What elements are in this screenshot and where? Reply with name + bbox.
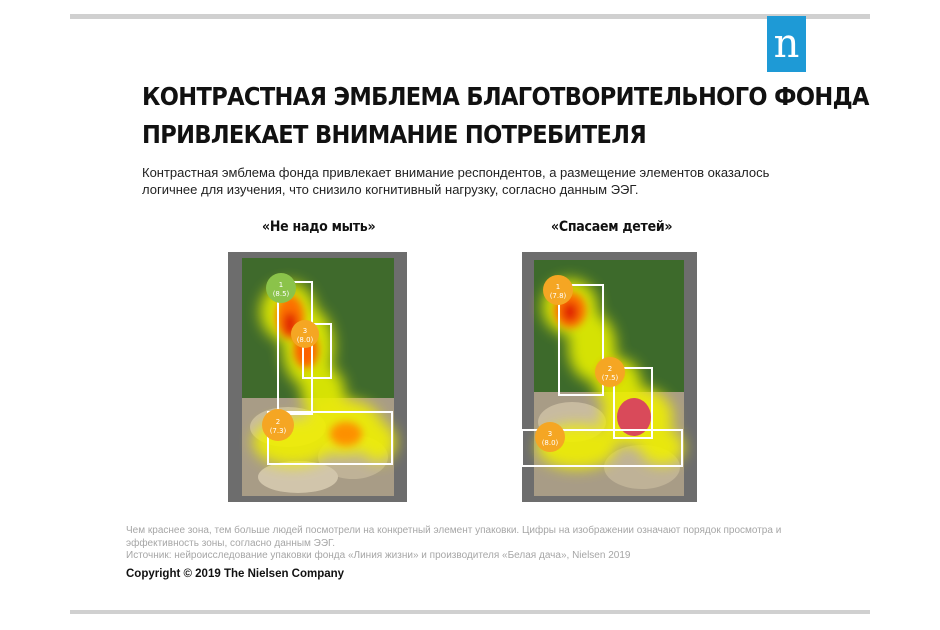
marker-rank: 2 [607, 365, 613, 373]
marker-score: (7.8) [549, 292, 567, 300]
marker-score: (7.5) [601, 374, 619, 382]
marker-rank: 2 [275, 418, 281, 426]
heatmap-marker [595, 357, 625, 387]
footnote-source: Источник: нейроисследование упаковки фонда «Линия жизни» и производителя «Белая дача», Nielsen 2019 [126, 550, 631, 561]
footnote-explanation: Чем краснее зона, тем больше людей посмотрели на конкретный элемент упаковки. Цифры на изображении означают порядок просмотра и эффективность зоны, согласно данным ЭЭГ. [126, 525, 782, 549]
marker-score: (8.5) [272, 290, 290, 298]
heatmap-marker [262, 409, 294, 441]
marker-rank: 3 [302, 327, 308, 335]
page-title [142, 78, 869, 154]
heatmap-left-graphic [228, 252, 407, 502]
marker-rank: 1 [278, 281, 284, 289]
heatmap-image-left [228, 252, 407, 502]
top-divider [70, 14, 870, 19]
nielsen-logo [767, 16, 806, 72]
marker-score: (7.3) [269, 427, 287, 435]
footnote [126, 525, 806, 563]
panel-label-left: «Не надо мыть» [262, 219, 376, 235]
heatmap-marker [266, 273, 296, 303]
nielsen-logo-letter: n [773, 21, 800, 67]
heatmap-right-graphic [522, 252, 697, 502]
panel-label-right: «Спасаем детей» [551, 219, 673, 235]
heatmap-marker [291, 320, 319, 348]
heatmap-marker [543, 275, 573, 305]
bottom-divider [70, 610, 870, 614]
marker-score: (8.0) [541, 439, 559, 447]
page-title-line-1: КОНТРАСТНАЯ ЭМБЛЕМА БЛАГОТВОРИТЕЛЬНОГО ФОНДА [142, 82, 869, 111]
page-title-line-2: ПРИВЛЕКАЕТ ВНИМАНИЕ ПОТРЕБИТЕЛЯ [142, 120, 647, 149]
page-subtitle: Контрастная эмблема фонда привлекает внимание респондентов, а размещение элементов оказалось логичнее для изучения, что снизило когнитивный нагрузку, согласно данным ЭЭГ. [142, 165, 770, 197]
marker-rank: 1 [555, 283, 561, 291]
copyright-notice: Copyright © 2019 The Nielsen Company [126, 568, 345, 580]
heatmap-image-right [522, 252, 697, 502]
marker-rank: 3 [547, 430, 553, 438]
heatmap-marker [535, 422, 565, 452]
marker-score: (8.0) [296, 336, 314, 344]
